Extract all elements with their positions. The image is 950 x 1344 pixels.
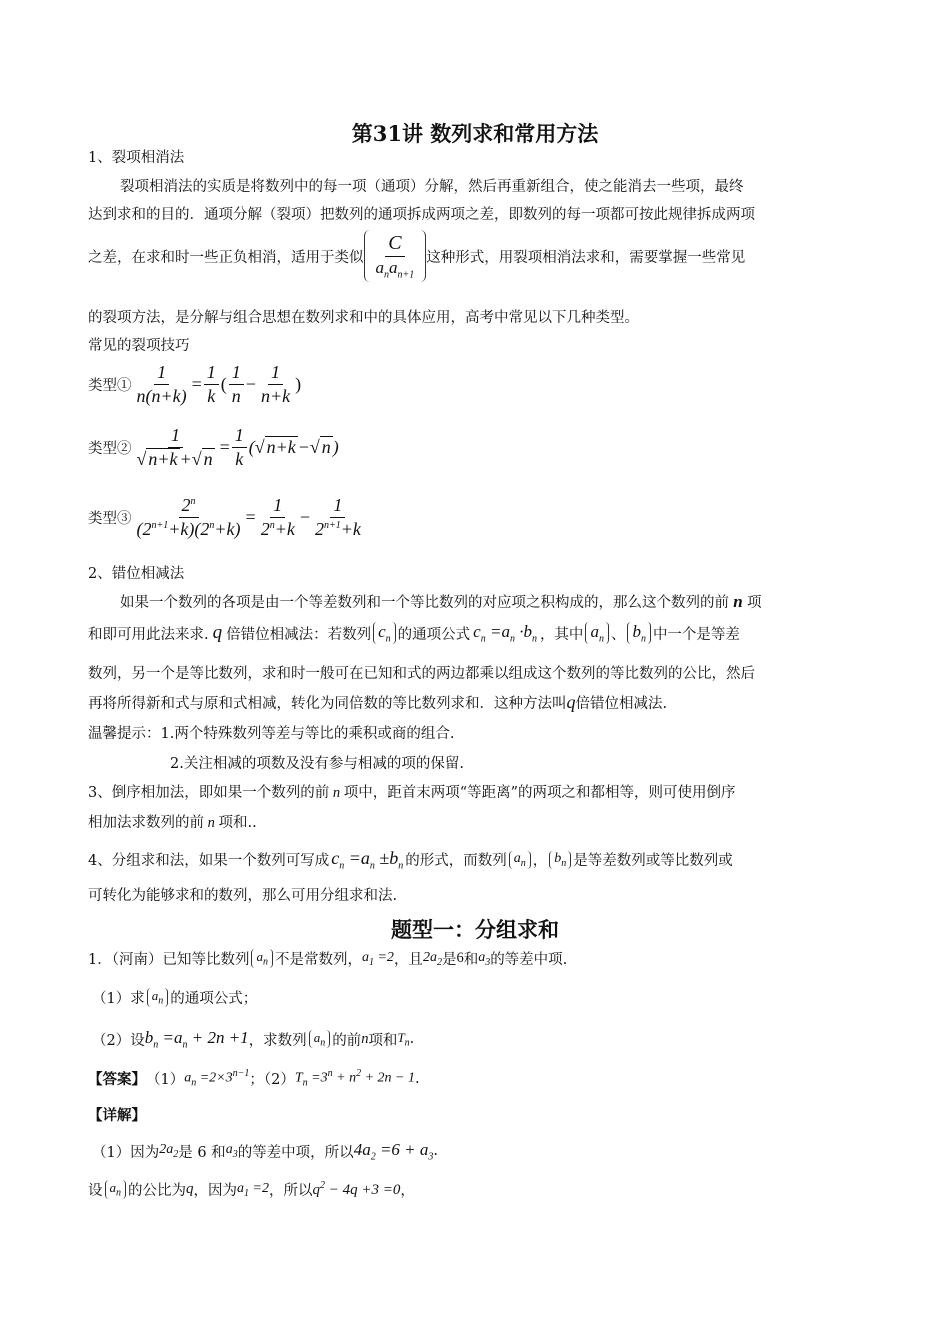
d2-e: ， <box>400 1183 415 1199</box>
question-1-part-2: （2）设 $b_n =a_n + 2n +1$ ，求数列 $a_n$ 的前 n 项和 $T_n$ . <box>92 1028 415 1051</box>
type-3-label: 类型③ <box>88 511 132 527</box>
sec1-line-2: 达到求和的目的．通项分解（裂项）把数列的通项拆成两项之差，即数列的每一项都可按此规律拆成两项 <box>88 207 755 223</box>
sec2-line-1b: 项 <box>746 595 762 611</box>
tip-1: 温馨提示：1.两个特殊数列等差与等比的乘积或商的组合. <box>88 726 455 742</box>
sec2-line-1a: 如果一个数列的各项是由一个等差数列和一个等比数列的对应项之积构成的，那么这个数列的前 <box>120 595 729 611</box>
type-1-formula: 类型① $\frac{1}{n(n+k)}$ = $\frac{1}{k}$ ( $\frac{1}{n}$ − $\frac{1}{n+k}$ ) <box>88 362 302 406</box>
sec3-line-2b: 项和.. <box>218 815 257 831</box>
sec4-line-2: 可转化为能够求和的数列，那么可用分组求和法. <box>88 888 398 904</box>
q1-part-f: 的等差中项. <box>490 952 568 968</box>
sec3-line-2a: 相加法求数列的前 <box>88 815 204 831</box>
sec2-line-2b: 倍错位相减法：若数列 <box>226 626 372 643</box>
sec1-line-3b: 这种形式，用裂项相消法求和，需要掌握一些常见 <box>426 249 746 266</box>
q1-part-e: 和 <box>463 952 479 968</box>
page-title: 第31讲 数列求和常用方法 <box>351 121 599 146</box>
sec2-line-2c: 的通项公式 <box>397 626 471 643</box>
q1-part-b: 不是常数列， <box>274 952 362 968</box>
section-2-heading: 2、错位相减法 <box>88 566 185 582</box>
sec4-line-1b: 的形式，而数列 <box>405 853 507 870</box>
formula-c-over-anan1: $\frac{C}{a_na_{n+1}}$ <box>364 230 427 282</box>
sec2-line-2a: 和即可用此法来求. <box>88 626 209 643</box>
q1-2-e: . <box>409 1031 415 1048</box>
sec2-line-4: 再将所得新和式与原和式相减，转化为同倍数的等比数列求和．这种方法叫q倍错位相减法. <box>88 692 668 712</box>
d2-a: 设 <box>88 1183 103 1199</box>
sec3-line-2: 相加法求数列的前 n 项和.. <box>88 815 257 831</box>
sec3-line-1a: 3、倒序相加法，即如果一个数列的前 <box>88 785 330 801</box>
type-2-formula: 类型② $\frac{1}{√ n+k +√ n}$ = $\frac{1}{k}$ (√ n+k −√ n ) <box>88 425 339 469</box>
answer-line: 【答案】 （1） $a_n =2\times 3^{n-1}$ ；（2） $T_n =3^n + n^2 + 2n - 1$ . <box>88 1068 420 1089</box>
type-3-formula: 类型③ $\frac{2^n}{(2^{n+1}+k)(2^n+k)}$ = $\frac{1}{2^n+k}$ − $\frac{1}{2^{n+1}+k}$ <box>88 495 361 539</box>
answer-part-c: . <box>414 1070 420 1087</box>
sec4-line-1c: ， <box>532 853 548 870</box>
detail-label: 【详解】 <box>88 1107 146 1124</box>
tip-2: 2.关注相减的项数及没有参与相减的项的保留. <box>170 756 464 772</box>
q1-2-a: （2）设 <box>92 1032 145 1049</box>
d1-b: 是 6 和 <box>178 1144 226 1161</box>
d1-c: 的等差中项，所以 <box>237 1144 354 1161</box>
sec4-line-1d: 是等差数列或等比数列或 <box>573 853 733 870</box>
sec4-line-1: 4、分组求和法，如果一个数列可写成 $c_n =a_n \pm b_n$ 的形式，而数列 $a_n$ ， $b_n$ 是等差数列或等比数列或 <box>88 848 733 872</box>
sec1-line-1: 裂项相消法的实质是将数列中的每一项（通项）分解，然后再重新组合，使之能消去一些项，最终 <box>120 179 744 195</box>
sec1-line-4: 的裂项方法，是分解与组合思想在数列求和中的具体应用，高考中常见以下几种类型。 <box>88 310 639 326</box>
sec2-line-2f: 中一个是等差 <box>652 626 740 643</box>
sec3-line-1b: 项中，距首末两项“等距离”的两项之和都相等，则可使用倒序 <box>343 785 736 801</box>
sec1-line-3 <box>88 230 745 282</box>
sec2-line-4b: 倍错位相减法. <box>575 696 668 712</box>
q1-2-b: ，求数列 <box>248 1032 307 1049</box>
sec1-line-3a: 之差，在求和时一些正负相消，适用于类似 <box>88 249 364 266</box>
sec3-line-1: 3、倒序相加法，即如果一个数列的前 n 项中，距首末两项“等距离”的两项之和都相等，则可使用倒序 <box>88 785 736 801</box>
q1-part-d: 是 <box>441 952 457 968</box>
q1-1-b: 的通项公式； <box>170 991 258 1007</box>
sec2-line-4a: 再将所得新和式与原和式相减，转化为同倍数的等比数列求和．这种方法叫 <box>88 696 567 712</box>
detail-line-1: （1）因为 $2a_2$ 是 6 和 $a_3$ 的等差中项，所以 $4a_2 =6 + a_3$ . <box>92 1140 438 1163</box>
sec4-line-1a: 4、分组求和法，如果一个数列可写成 <box>88 853 330 870</box>
d2-d: ，所以 <box>268 1183 313 1199</box>
answer-part-b: ；（2） <box>249 1072 295 1088</box>
sec2-line-2e: 、 <box>610 626 626 643</box>
answer-label: 【答案】 <box>88 1071 146 1088</box>
sec2-line-2: 和即可用此法来求. q 倍错位相减法：若数列 $c_n$ 的通项公式 $c_n =a_n \cdot b_n$ ，其中 $a_n$ 、 $b_n$ 中一个是等差 <box>88 622 740 645</box>
type-1-label: 类型① <box>88 378 132 394</box>
sec2-line-3: 数列，另一个是等比数列，求和时一般可在已知和式的两边都乘以组成这个数列的等比数列的公比，然后 <box>88 666 755 682</box>
q1-2-d: 项和 <box>368 1032 398 1049</box>
type-2-label: 类型② <box>88 441 132 457</box>
section-1-heading: 1、裂项相消法 <box>88 150 185 166</box>
d1-a: （1）因为 <box>92 1144 160 1161</box>
d2-c: ，因为 <box>193 1183 237 1199</box>
question-1-part-1: （1）求 $a_n$ 的通项公式； <box>92 988 258 1007</box>
sec2-line-2d: ，其中 <box>539 626 584 643</box>
topic-1-heading: 题型一：分组求和 <box>391 917 559 942</box>
q1-part-c: ，且 <box>393 952 423 968</box>
question-1: 1．（河南）已知等比数列 $a_n$ 不是常数列， $a_1 =2$ ，且 $2a_2$ 是 6 和 $a_3$ 的等差中项. <box>88 949 568 968</box>
q1-2-c: 的前 <box>332 1032 362 1049</box>
answer-part-a: （1） <box>146 1072 185 1088</box>
d2-b: 的公比为 <box>128 1183 186 1199</box>
sec2-line-1: 如果一个数列的各项是由一个等差数列和一个等比数列的对应项之积构成的，那么这个数列的前 n 项 <box>120 592 762 611</box>
q1-part-a: 1．（河南）已知等比数列 <box>88 952 250 968</box>
tips-heading: 常见的裂项技巧 <box>88 338 190 354</box>
detail-line-2: 设 $a_n$ 的公比为 q ，因为 $a_1 =2$ ，所以 $q^2 - 4q +3 =0$ ， <box>88 1180 415 1199</box>
q1-1-a: （1）求 <box>92 991 145 1007</box>
d1-d: . <box>433 1143 438 1160</box>
